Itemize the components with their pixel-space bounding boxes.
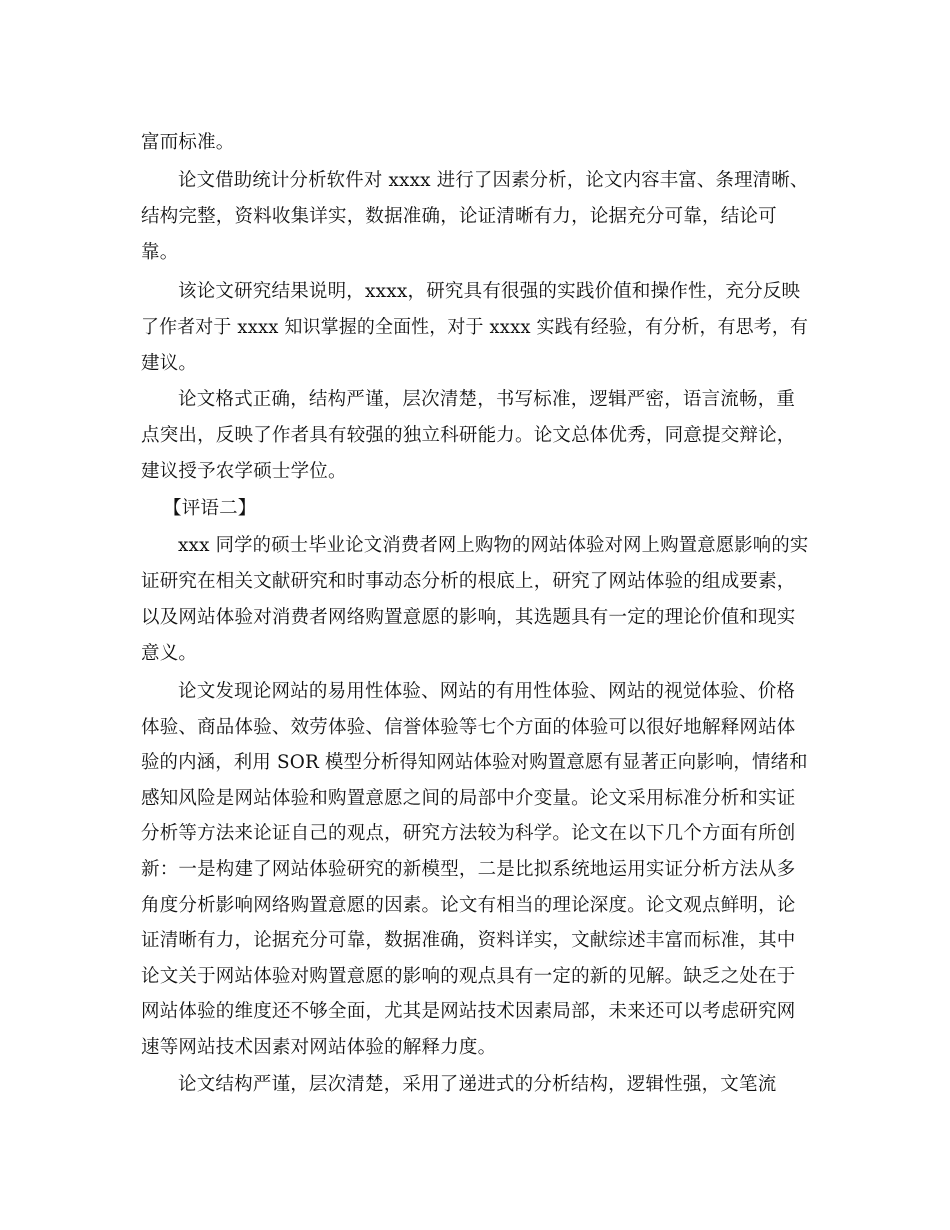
text-line: 角度分析影响网络购置意愿的因素。论文有相当的理论深度。论文观点鲜明，论 bbox=[141, 895, 796, 916]
text-line: 该论文研究结果说明，xxxx，研究具有很强的实践价值和操作性，充分反映 bbox=[178, 281, 801, 302]
text-line: 点突出，反映了作者具有较强的独立科研能力。论文总体优秀，同意提交辩论， bbox=[141, 425, 796, 446]
text-line: 证清晰有力，论据充分可靠，数据准确，资料详实，文献综述丰富而标准，其中 bbox=[141, 930, 796, 951]
text-line: 验的内涵，利用 SOR 模型分析得知网站体验对购置意愿有显著正向影响，情绪和 bbox=[141, 752, 808, 773]
text-line: 证研究在相关文献研究和时事动态分析的根底上，研究了网站体验的组成要素， bbox=[141, 571, 796, 592]
text-line: 网站体验的维度还不够全面，尤其是网站技术因素局部，未来还可以考虑研究网 bbox=[141, 1001, 796, 1022]
text-line: 了作者对于 xxxx 知识掌握的全面性，对于 xxxx 实践有经验，有分析，有思考，有 bbox=[141, 317, 809, 338]
text-line: 论文发现论网站的易用性体验、网站的有用性体验、网站的视觉体验、价格 bbox=[178, 681, 796, 702]
text-line: 新：一是构建了网站体验研究的新模型，二是比拟系统地运用实证分析方法从多 bbox=[141, 859, 796, 880]
text-line: 建议授予农学硕士学位。 bbox=[141, 461, 347, 482]
text-line: 富而标准。 bbox=[141, 132, 235, 153]
text-line: 论文格式正确，结构严谨，层次清楚，书写标准，逻辑严密，语言流畅，重 bbox=[178, 389, 796, 410]
text-line: 靠。 bbox=[141, 242, 179, 263]
text-line: 论文关于网站体验对购置意愿的影响的观点具有一定的新的见解。缺乏之处在于 bbox=[141, 966, 796, 987]
text-line: 意义。 bbox=[141, 643, 198, 664]
section-heading: 【评语二】 bbox=[163, 498, 257, 519]
text-line: 速等网站技术因素对网站体验的解释力度。 bbox=[141, 1037, 497, 1058]
text-line: 论文借助统计分析软件对 xxxx 进行了因素分析，论文内容丰富、条理清晰、 bbox=[178, 170, 809, 191]
text-line: 建议。 bbox=[141, 353, 198, 374]
text-line: 结构完整，资料收集详实，数据准确，论证清晰有力，论据充分可靠，结论可 bbox=[141, 206, 777, 227]
text-line: 以及网站体验对消费者网络购置意愿的影响，其选题具有一定的理论价值和现实 bbox=[141, 607, 796, 628]
text-line: 论文结构严谨，层次清楚，采用了递进式的分析结构，逻辑性强，文笔流 bbox=[178, 1074, 777, 1095]
text-line: xxx 同学的硕士毕业论文消费者网上购物的网站体验对网上购置意愿影响的实 bbox=[178, 535, 809, 556]
text-line: 感知风险是网站体验和购置意愿之间的局部中介变量。论文采用标准分析和实证 bbox=[141, 788, 796, 809]
text-line: 体验、商品体验、效劳体验、信誉体验等七个方面的体验可以很好地解释网站体 bbox=[141, 717, 796, 738]
text-line: 分析等方法来论证自己的观点，研究方法较为科学。论文在以下几个方面有所创 bbox=[141, 823, 796, 844]
